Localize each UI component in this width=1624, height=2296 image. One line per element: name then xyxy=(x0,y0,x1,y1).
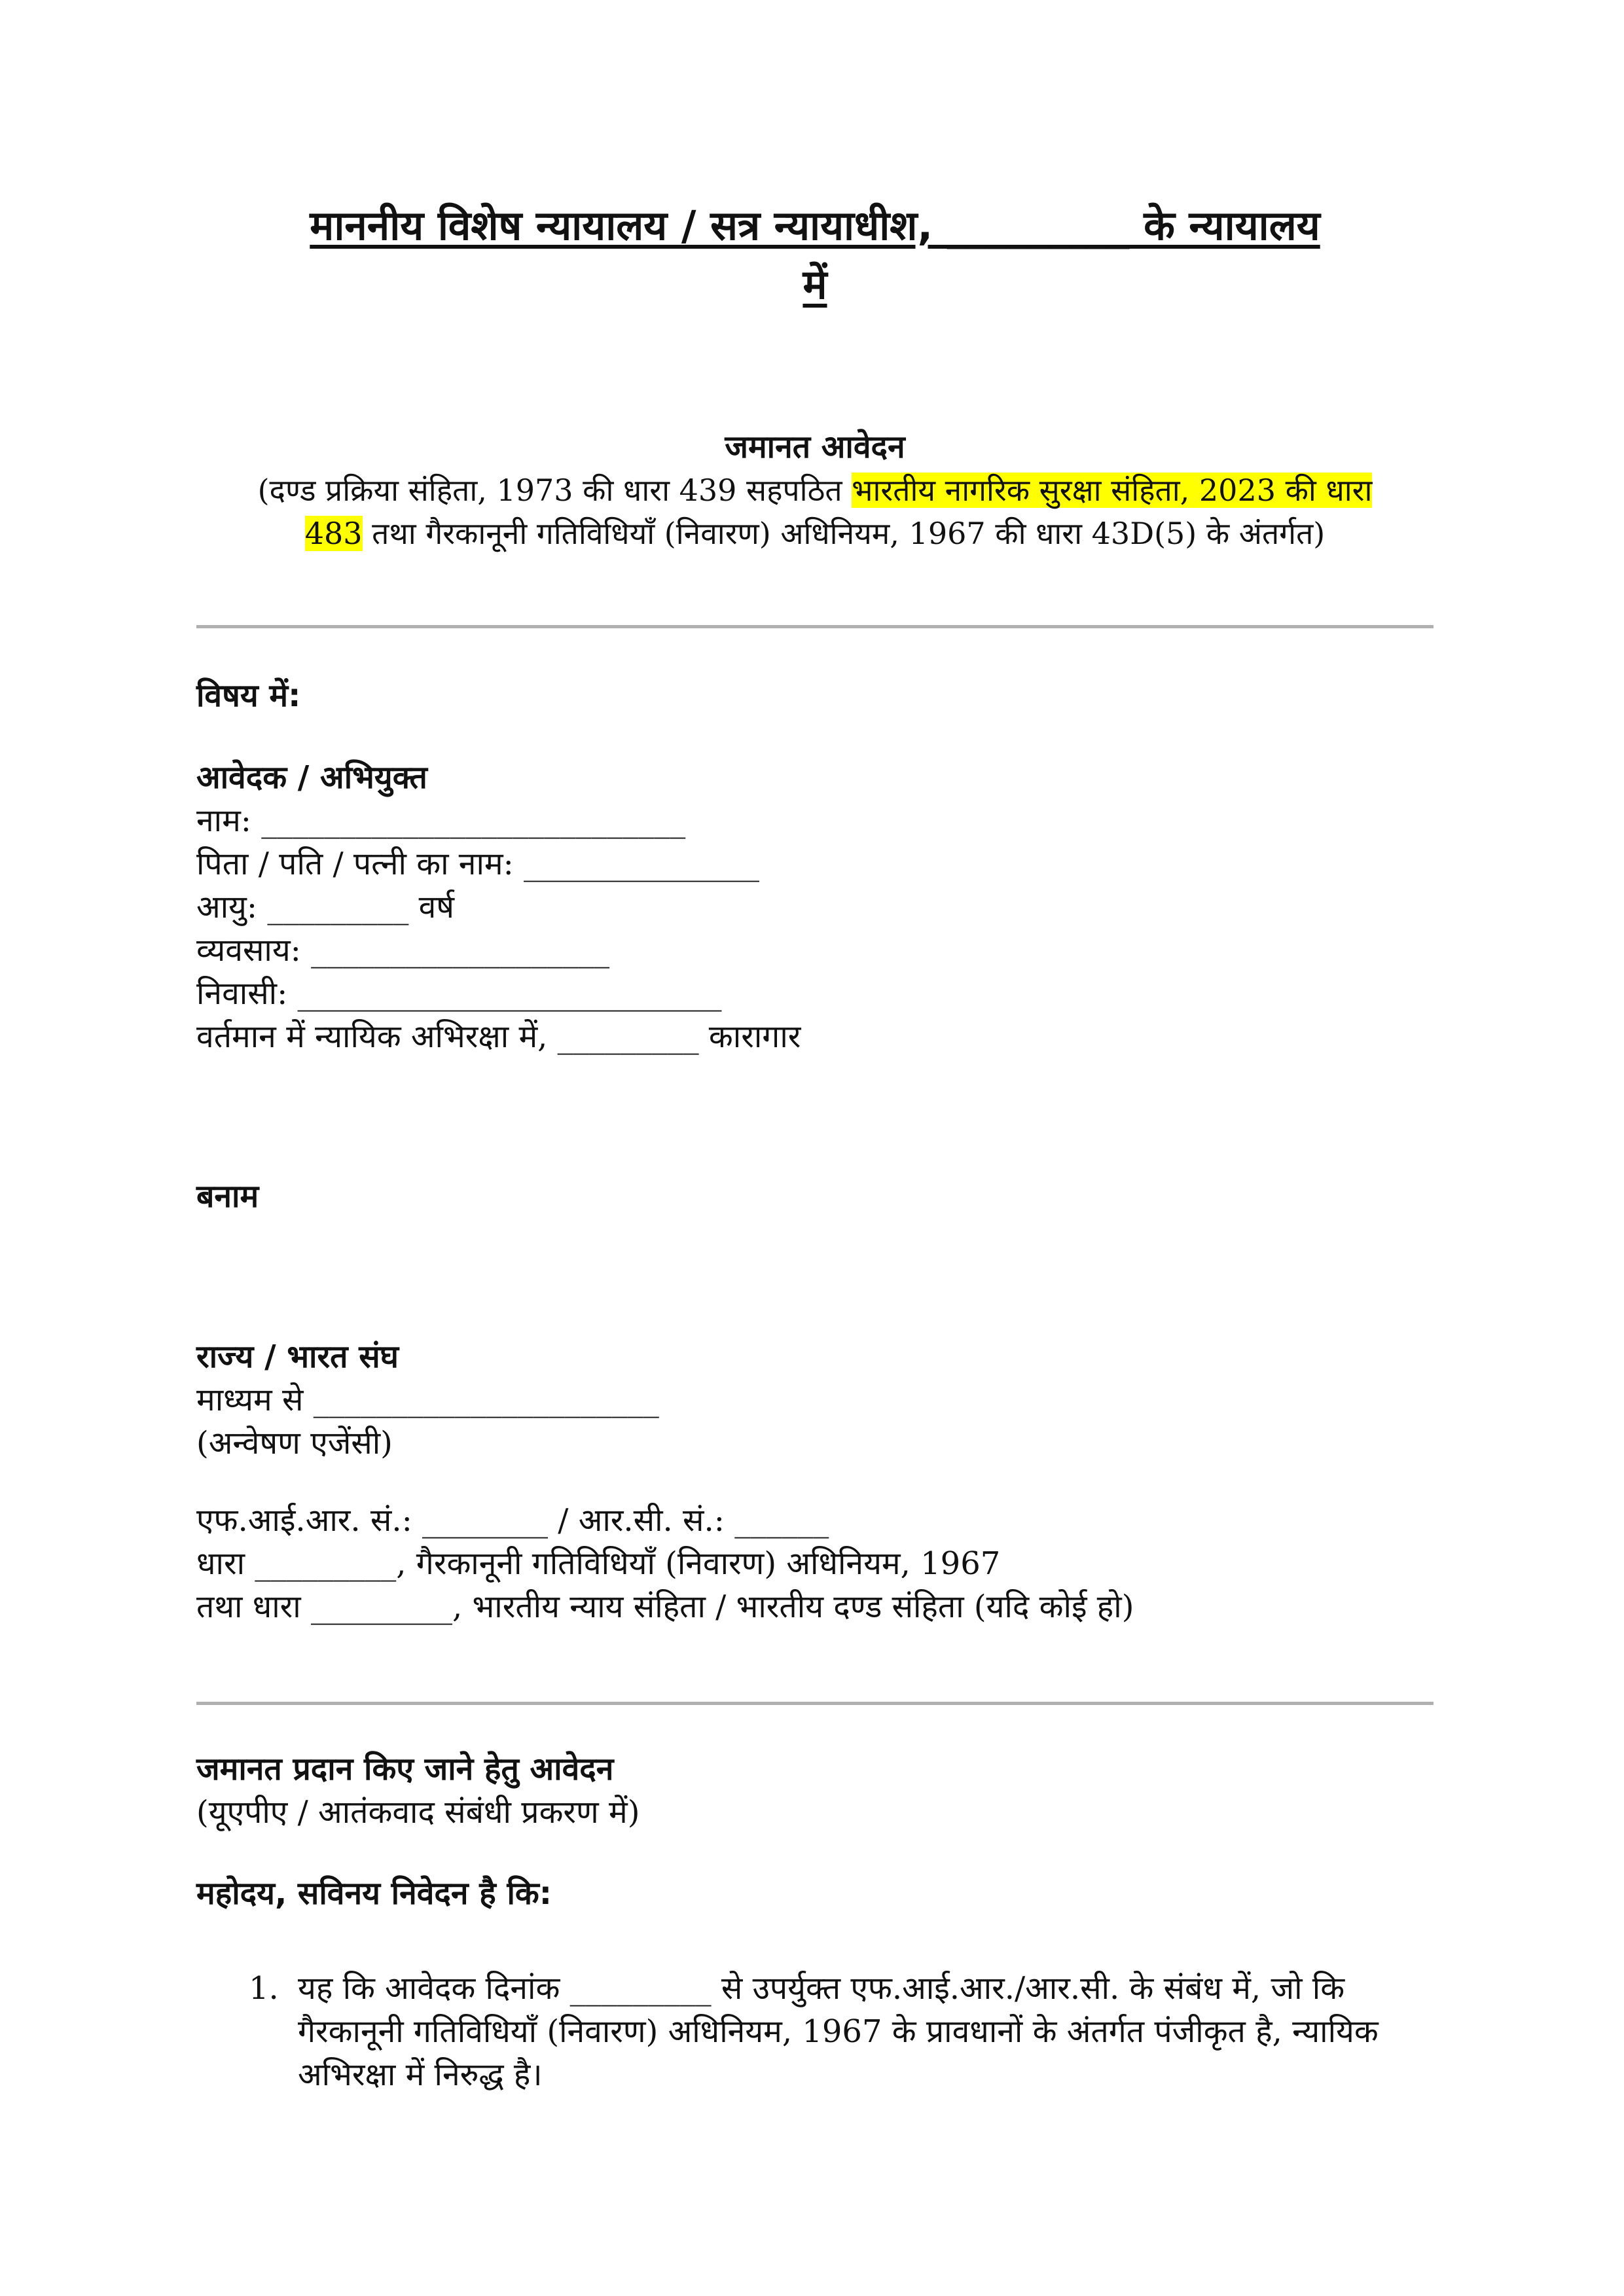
bail-subheading: (यूएपीए / आतंकवाद संबंधी प्रकरण में) xyxy=(196,1794,640,1831)
prayer-heading: महोदय, सविनय निवेदन है कि: xyxy=(196,1875,552,1912)
versus-label: बनाम xyxy=(196,1178,259,1215)
applicant-section xyxy=(196,756,1434,1058)
applicant-father-field: पिता / पति / पत्नी का नाम: _______________ xyxy=(196,846,760,882)
divider-bottom xyxy=(196,1702,1434,1705)
application-header xyxy=(196,425,1434,555)
prayer-list xyxy=(196,1967,1434,2111)
bail-heading: जमानत प्रदान किए जाने हेतु आवेदन xyxy=(196,1751,614,1787)
subject-label: विषय में: xyxy=(196,677,301,714)
application-subtitle xyxy=(196,469,1434,555)
applicant-age-field: आयु: _________ वर्ष xyxy=(196,889,455,925)
applicant-resident-field: निवासी: ___________________________ xyxy=(196,975,722,1012)
application-heading: जमानत आवेदन xyxy=(725,429,905,465)
respondent-heading: राज्य / भारत संघ xyxy=(196,1338,399,1375)
highlighted-bnss-reference: भारतीय नागरिक सुरक्षा संहिता, 2023 की धारा xyxy=(852,473,1373,508)
court-title-line-1: माननीय विशेष न्यायालय / सत्र न्यायाधीश, _________ के न्यायालय xyxy=(310,202,1320,249)
uapa-section-field: धारा _________, गैरकानूनी गतिविधियाँ (निवारण) अधिनियम, 1967 xyxy=(196,1545,1001,1582)
subject-section xyxy=(196,674,1434,717)
applicant-name-field: नाम: ___________________________ xyxy=(196,802,686,839)
applicant-heading: आवेदक / अभियुक्त xyxy=(196,759,427,796)
respondent-through-field: माध्यम से ______________________ xyxy=(196,1382,659,1418)
court-title-line-2: में xyxy=(803,260,827,308)
respondent-agency: (अन्वेषण एजेंसी) xyxy=(196,1425,393,1462)
respondent-section xyxy=(196,1335,1434,1465)
applicant-occupation-field: व्यवसाय: ___________________ xyxy=(196,932,610,969)
highlighted-section-number: 483 xyxy=(304,516,363,551)
court-title xyxy=(196,196,1434,314)
list-item-number: 1. xyxy=(249,1970,279,2007)
case-details-section xyxy=(196,1499,1434,1628)
subtitle-part-1: (दण्ड प्रक्रिया संहिता, 1973 की धारा 439 सहपठित xyxy=(257,473,852,508)
prayer-section xyxy=(196,1872,1434,1915)
versus-section xyxy=(196,1175,1434,1218)
subtitle-part-2: तथा गैरकानूनी गतिविधियाँ (निवारण) अधिनियम, 1967 की धारा 43D(5) के अंतर्गत) xyxy=(362,516,1326,551)
bail-section xyxy=(196,1748,1434,1834)
list-item xyxy=(196,1967,1434,2111)
divider-top xyxy=(196,625,1434,628)
list-item-text: यह कि आवेदक दिनांक _________ से उपर्युक्त एफ.आई.आर./आर.सी. के संबंध में, जो कि गैरकानूनी गतिविधियाँ (निवारण) अधिनियम, 1967 के प्रावधानों के अंतर्गत पंजीकृत है, न्यायिक अभिरक्षा में निरुद्ध है। xyxy=(298,1970,1379,2093)
applicant-custody-field: वर्तमान में न्यायिक अभिरक्षा में, _________ कारागार xyxy=(196,1018,801,1055)
bns-section-field: तथा धारा _________, भारतीय न्याय संहिता / भारतीय दण्ड संहिता (यदि कोई हो) xyxy=(196,1588,1134,1625)
fir-field: एफ.आई.आर. सं.: ________ / आर.सी. सं.: ______ xyxy=(196,1502,829,1539)
